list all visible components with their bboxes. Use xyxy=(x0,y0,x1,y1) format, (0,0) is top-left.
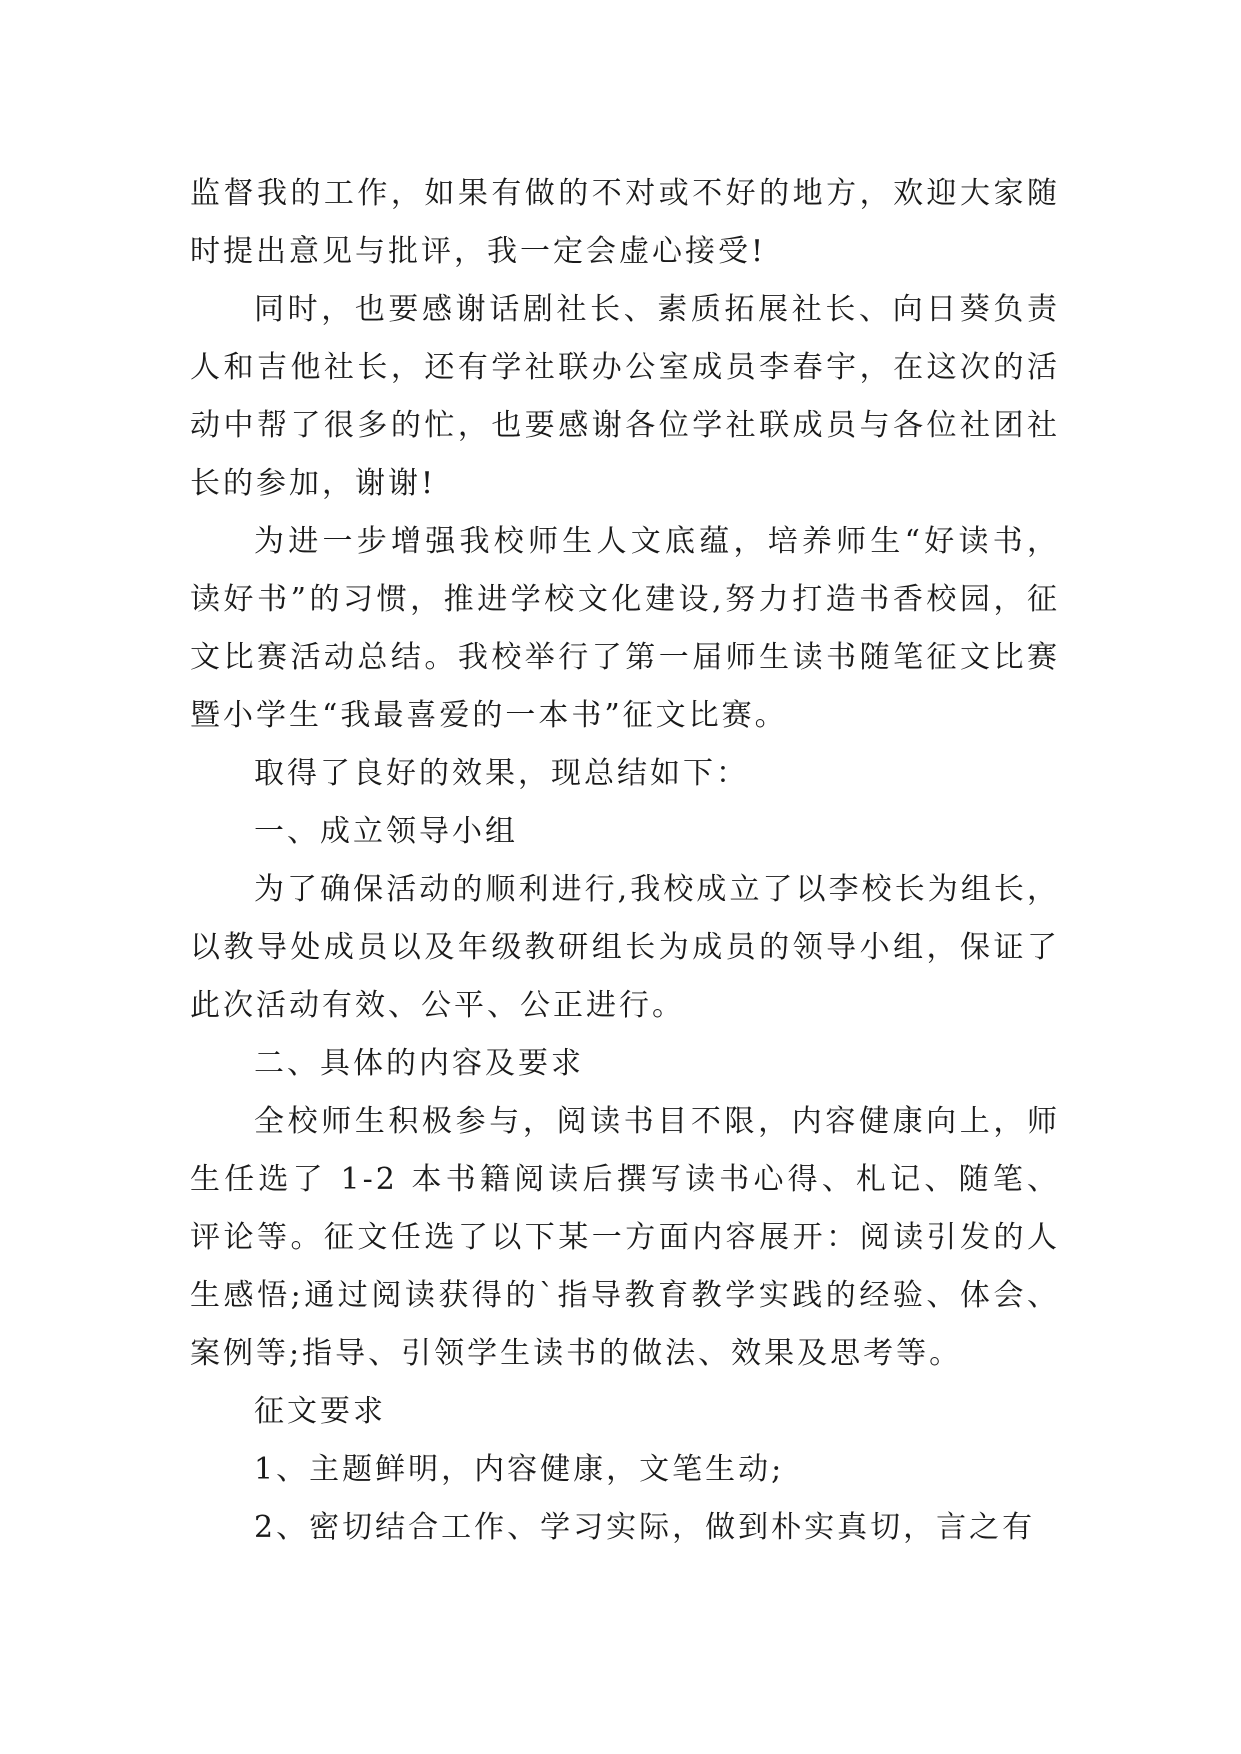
paragraph-4: 取得了良好的效果，现总结如下： xyxy=(254,756,749,791)
section-heading-2: 二、具体的内容及要求 xyxy=(254,1046,584,1081)
paragraph-6: 全校师生积极参与，阅读书目不限，内容健康向上，师生任选了 1-2 本书籍阅读后撰写读书心得、札记、随笔、评论等。征文任选了以下某一方面内容展开：阅读引发的人生感悟;通过阅读获得的`指导教育教学实践的经验、体会、案例等;指导、引领学生读书的做法、效果及思考等。 xyxy=(190,1104,1060,1371)
paragraph-5: 为了确保活动的顺利进行,我校成立了以李校长为组长，以教导处成员以及年级教研组长为成员的领导小组，保证了此次活动有效、公平、公正进行。 xyxy=(190,872,1060,1023)
requirement-item-1: 1、主题鲜明，内容健康，文笔生动; xyxy=(254,1452,785,1487)
requirement-item-2: 2、密切结合工作、学习实际，做到朴实真切，言之有 xyxy=(254,1510,1036,1545)
section-heading-1: 一、成立领导小组 xyxy=(254,814,518,849)
paragraph-3: 为进一步增强我校师生人文底蕴，培养师生“好读书，读好书”的习惯，推进学校文化建设,努力打造书香校园，征文比赛活动总结。我校举行了第一届师生读书随笔征文比赛暨小学生“我最喜爱的一本书”征文比赛。 xyxy=(190,524,1060,733)
paragraph-1: 监督我的工作，如果有做的不对或不好的地方，欢迎大家随时提出意见与批评，我一定会虚心接受! xyxy=(190,176,1060,269)
subheading-requirements: 征文要求 xyxy=(254,1394,386,1429)
paragraph-2: 同时，也要感谢话剧社长、素质拓展社长、向日葵负责人和吉他社长，还有学社联办公室成员李春宇，在这次的活动中帮了很多的忙，也要感谢各位学社联成员与各位社团社长的参加，谢谢! xyxy=(190,292,1060,501)
document-body xyxy=(190,165,1060,1557)
